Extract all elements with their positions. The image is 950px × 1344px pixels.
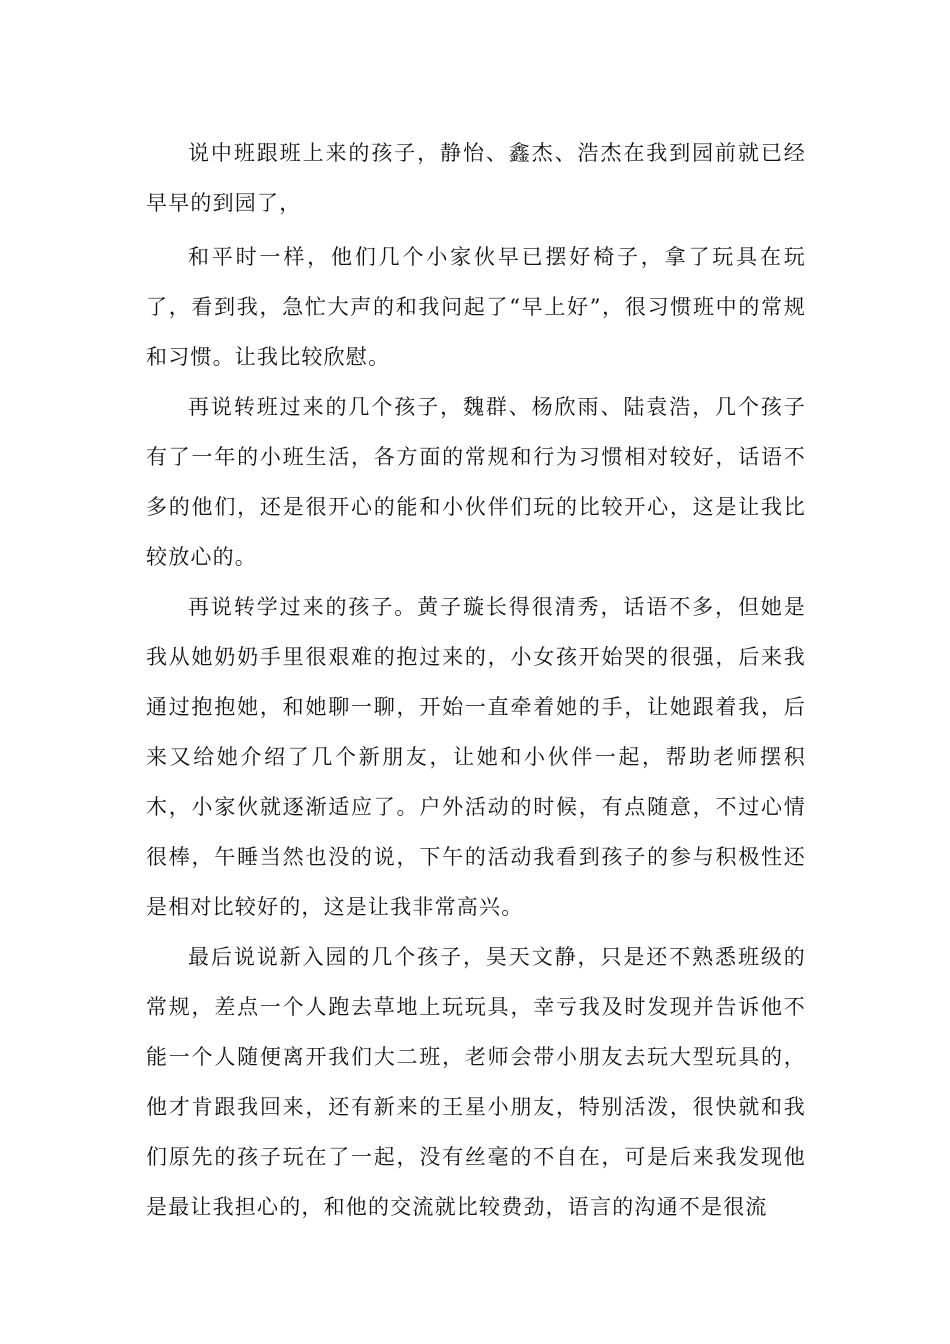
paragraph-2: 和平时一样，他们几个小家伙早已摆好椅子，拿了玩具在玩了，看到我，急忙大声的和我问起了“早上好”，很习惯班中的常规和习惯。让我比较欣慰。: [146, 245, 806, 369]
paragraph-1: 说中班跟班上来的孩子，静怡、鑫杰、浩杰在我到园前就已经早早的到园了，: [146, 141, 806, 215]
paragraph-3: 再说转班过来的几个孩子，魏群、杨欣雨、陆袁浩，几个孩子有了一年的小班生活，各方面的常规和行为习惯相对较好，话语不多的他们，还是很开心的能和小伙伴们玩的比较开心，这是让我比较放心的。: [146, 395, 806, 569]
document-body: [146, 128, 806, 1232]
paragraph-5: 最后说说新入园的几个孩子，昊天文静，只是还不熟悉班级的常规，差点一个人跑去草地上玩玩具，幸亏我及时发现并告诉他不能一个人随便离开我们大二班，老师会带小朋友去玩大型玩具的，他才肯跟我回来，还有新来的王星小朋友，特别活泼，很快就和我们原先的孩子玩在了一起，没有丝毫的不自在，可是后来我发现他是最让我担心的，和他的交流就比较费劲，语言的沟通不是很流: [146, 945, 806, 1219]
paragraph-4: 再说转学过来的孩子。黄子璇长得很清秀，话语不多，但她是我从她奶奶手里很艰难的抱过来的，小女孩开始哭的很强，后来我通过抱抱她，和她聊一聊，开始一直牵着她的手，让她跟着我，后来又给她介绍了几个新朋友，让她和小伙伴一起，帮助老师摆积木，小家伙就逐渐适应了。户外活动的时候，有点随意，不过心情很棒，午睡当然也没的说，下午的活动我看到孩子的参与积极性还是相对比较好的，这是让我非常高兴。: [146, 595, 806, 919]
